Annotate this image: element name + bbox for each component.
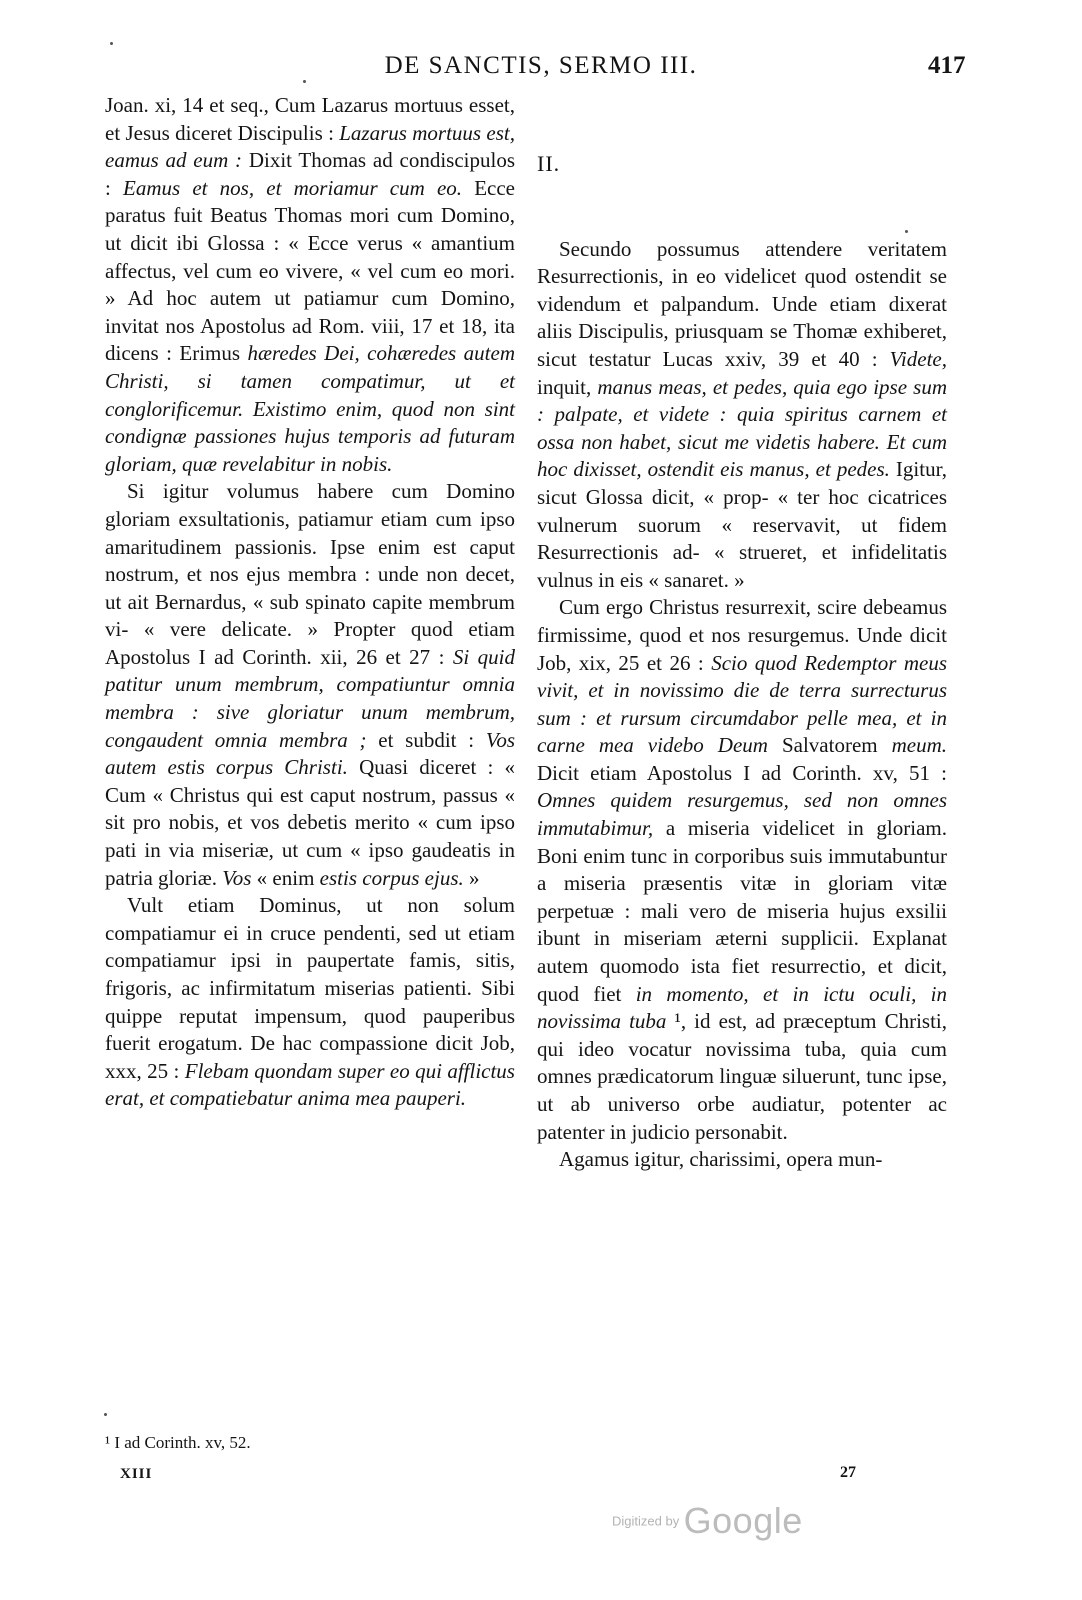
paragraph bbox=[537, 1146, 947, 1174]
text-run: Ecce paratus fuit Beatus Thomas mori cum Domino, ut dicit ibi Glossa : « Ecce verus « amantium affectus, vel cum eo vivere, « vel cum eo mori. » Ad hoc autem ut patiamur cum Domino, invitat nos Apostolus ad Rom. viii, 17 et 18, ita dicens : Erimus bbox=[105, 175, 515, 366]
text-run: Vult etiam Dominus, ut non solum compatiamur ei in cruce pendenti, sed ut etiam compatiamur ipsi in paupertate famis, sitis, frigoris, ac infirmitatum miserias patienti. Sibi quippe reputat impensum, quod pauperibus fuerit erogatum. De hac compassione dicit Job, xxx, 25 : bbox=[105, 893, 515, 1083]
italic-text: Si quid patitur unum membrum, compatiuntur omnia membra : sive gloriatur unum membrum, congaudent omnia membra ; bbox=[105, 644, 515, 752]
section-number: II. bbox=[537, 151, 561, 176]
text-run: « enim bbox=[251, 865, 320, 890]
italic-text: in momento, et in ictu oculi, in novissima tuba bbox=[537, 981, 948, 1034]
text-run: Igitur, sicut Glossa dicit, « prop- « ter hoc cicatrices vulnerum suorum « reservavit, ut fidem Resurrectionis ad- « strueret, et infidelitatis vulnus in eis « sanaret. » bbox=[537, 457, 947, 592]
footnote: ¹ I ad Corinth. xv, 52. bbox=[105, 1433, 251, 1452]
italic-text: estis corpus ejus. bbox=[319, 865, 464, 890]
text-run: Quasi diceret : « Cum « Christus qui est caput nostrum, passus « sit pro nobis, et vos debetis merito « cum ipso pati in via miseriæ, ut cum « ipso gaudeatis in patria gloriæ. bbox=[105, 755, 515, 890]
print-speck bbox=[104, 1413, 107, 1416]
text-run: Dicit etiam Apostolus I ad Corinth. xv, 51 : bbox=[537, 760, 947, 785]
italic-text: Omnes quidem resurgemus, sed non omnes immutabimur, bbox=[537, 788, 947, 841]
italic-text: hæredes Dei, cohæredes autem Christi, si tamen compatimur, ut et conglorificemur. Existimo enim, quod non sint condignæ passiones hujus temporis ad futuram gloriam, quæ revelabitur in nobis. bbox=[105, 341, 515, 476]
italic-text: Eamus et nos, et moriamur cum eo. bbox=[123, 175, 463, 200]
text-run: et subdit : bbox=[366, 727, 486, 752]
text-run: Secundo possumus attendere veritatem Resurrectionis, in eo videlicet quod ostendit se videndum et palpandum. Unde etiam dixerat aliis Discipulis, priusquam se Thomæ exhiberet, sicut testatur Lucas xxiv, 39 et 40 : bbox=[537, 236, 947, 371]
italic-text: Flebam quondam super eo qui afflictus erat, et compatiebatur anima mea pauperi. bbox=[105, 1058, 515, 1111]
italic-text: manus meas, et pedes, quia ego ipse sum : palpate, et videte : quia spiritus carnem et ossa non habet, sicut me videtis habere. Et cum hoc dixisset, ostendit eis manus, et pedes. bbox=[537, 374, 947, 482]
italic-text: meum. bbox=[891, 733, 948, 758]
text-run: a miseria videlicet in gloriam. Boni enim tunc in corporibus suis immutabuntur a miseria præsentis vitæ in gloriam vitæ perpetuæ : mali vero de miseria hujus exsilii ibunt in miseriam æterni supplicii. Explanat autem quomodo ista fiet resurrectio, et dicit, quod fiet bbox=[537, 816, 947, 1006]
digitized-watermark bbox=[612, 1500, 803, 1542]
running-title: DE SANCTIS, SERMO III. bbox=[384, 52, 698, 79]
watermark-prefix: Digitized by bbox=[612, 1513, 680, 1529]
paragraph bbox=[537, 236, 947, 595]
google-logo: Google bbox=[683, 1500, 803, 1541]
text-run: Joan. xi, 14 et seq., Cum Lazarus mortuus esset, et Jesus diceret Discipulis : bbox=[105, 93, 515, 145]
paragraph bbox=[105, 892, 515, 1113]
page-number: 417 bbox=[928, 52, 966, 79]
italic-text: Scio quod Redemptor meus vivit, et in novissimo die de terra surrecturus sum : et rursum circumdabor pelle mea, et in carne mea videbo Deum bbox=[537, 650, 947, 758]
italic-text: Lazarus mortuus est, eamus ad eum : bbox=[105, 120, 515, 173]
print-speck bbox=[110, 42, 113, 45]
text-run: ¹, id est, ad præceptum Christi, qui ideo vocatur novissima tuba, quia cum omnes prædicatorum linguæ siluerunt, tunc ipse, ut ab universo orbe audiatur, potenter ac patenter in judicio personabit. bbox=[537, 1009, 948, 1144]
text-run: Cum ergo Christus resurrexit, scire debeamus firmissime, quod et nos resurgemus. Unde dicit Job, xix, 25 et 26 : bbox=[537, 595, 947, 675]
text-run: Si igitur volumus habere cum Domino gloriam exsultationis, patiamur etiam cum ipso amaritudinem passionis. Ipse enim est caput nostrum, et nos ejus membra : unde non decet, ut ait Bernardus, « sub spinato capite membrum vi- « vere delicate. » Propter quod etiam Apostolus I ad Corinth. xii, 26 et 27 : bbox=[105, 479, 515, 669]
text-run: inquit, bbox=[537, 374, 598, 399]
right-column bbox=[537, 92, 947, 1174]
text-run: Dixit Thomas ad condiscipulos : bbox=[105, 148, 515, 200]
left-column bbox=[105, 92, 515, 1113]
italic-text: Vos autem estis corpus Christi. bbox=[105, 727, 515, 780]
text-run: Agamus igitur, charissimi, opera mun- bbox=[559, 1147, 883, 1172]
paragraph bbox=[105, 478, 515, 892]
italic-text: Vos bbox=[222, 865, 252, 890]
signature-number: 27 bbox=[840, 1464, 856, 1481]
signature-mark: XIII bbox=[120, 1466, 153, 1482]
text-run: » bbox=[463, 865, 480, 890]
italic-text: Videte, bbox=[889, 346, 947, 371]
paragraph bbox=[105, 92, 515, 478]
text-run: Salvatorem bbox=[767, 733, 892, 758]
paragraph bbox=[537, 594, 947, 1146]
running-head bbox=[0, 52, 1082, 86]
